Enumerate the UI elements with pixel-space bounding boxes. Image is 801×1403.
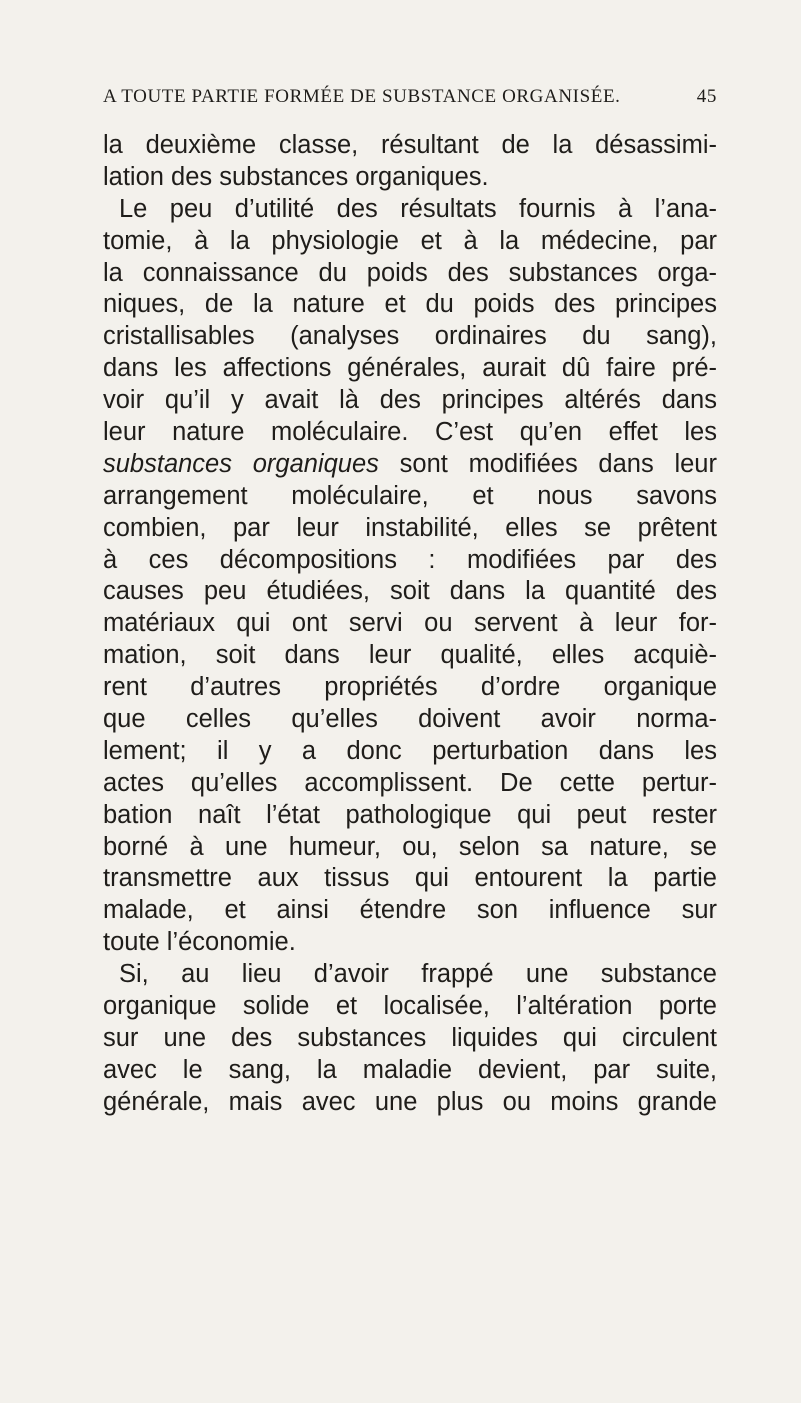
body-text — [103, 130, 717, 1119]
text-line: Si, au lieu d’avoir frappé une substance — [119, 960, 717, 989]
text-line: organique solide et localisée, l’altération porte — [103, 992, 717, 1021]
text-line: cristallisables (analyses ordinaires du sang), — [103, 322, 717, 351]
text-line: transmettre aux tissus qui entourent la partie — [103, 864, 717, 893]
text-line: voir qu’il y avait là des principes altérés dans — [103, 386, 717, 415]
text-line: mation, soit dans leur qualité, elles acquiè- — [103, 641, 717, 670]
text-line: arrangement moléculaire, et nous savons — [103, 481, 717, 510]
text-line: rent d’autres propriétés d’ordre organique — [103, 673, 717, 702]
text-line: sur une des substances liquides qui circulent — [103, 1023, 717, 1052]
text-line: lement; il y a donc perturbation dans les — [103, 736, 717, 765]
text-line-rest: sont modifiées dans leur — [399, 449, 717, 478]
running-head-title: A TOUTE PARTIE FORMÉE DE SUBSTANCE ORGANISÉE. — [103, 86, 621, 107]
page-number: 45 — [696, 86, 717, 107]
text-line: générale, mais avec une plus ou moins grande — [103, 1087, 717, 1116]
italic-phrase: substances organiques — [103, 449, 379, 478]
text-line: dans les affections générales, aurait dû faire pré- — [103, 354, 717, 383]
text-line: combien, par leur instabilité, elles se prêtent — [103, 513, 717, 542]
text-line: que celles qu’elles doivent avoir norma- — [103, 705, 717, 734]
text-line: borné à une humeur, ou, selon sa nature, se — [103, 832, 717, 861]
text-line: bation naît l’état pathologique qui peut rester — [103, 800, 717, 829]
text-line: toute l’économie. — [103, 928, 296, 957]
text-line: malade, et ainsi étendre son influence sur — [103, 896, 717, 925]
text-line: leur nature moléculaire. C’est qu’en effet les — [103, 418, 717, 447]
text-line: matériaux qui ont servi ou servent à leur for- — [103, 609, 717, 638]
text-line: niques, de la nature et du poids des principes — [103, 290, 717, 319]
text-line-with-italic — [103, 449, 717, 481]
text-line: causes peu étudiées, soit dans la quantité des — [103, 577, 717, 606]
text-line: à ces décompositions : modifiées par des — [103, 545, 717, 574]
text-line: la connaissance du poids des substances orga- — [103, 258, 717, 287]
text-line: avec le sang, la maladie devient, par suite, — [103, 1055, 717, 1084]
text-line: actes qu’elles accomplissent. De cette pertur- — [103, 768, 717, 797]
text-line: tomie, à la physiologie et à la médecine, par — [103, 226, 717, 255]
text-line: la deuxième classe, résultant de la désassimi- — [103, 131, 717, 159]
text-line: Le peu d’utilité des résultats fournis à l’ana- — [119, 194, 717, 223]
text-line: lation des substances organiques. — [103, 162, 489, 191]
